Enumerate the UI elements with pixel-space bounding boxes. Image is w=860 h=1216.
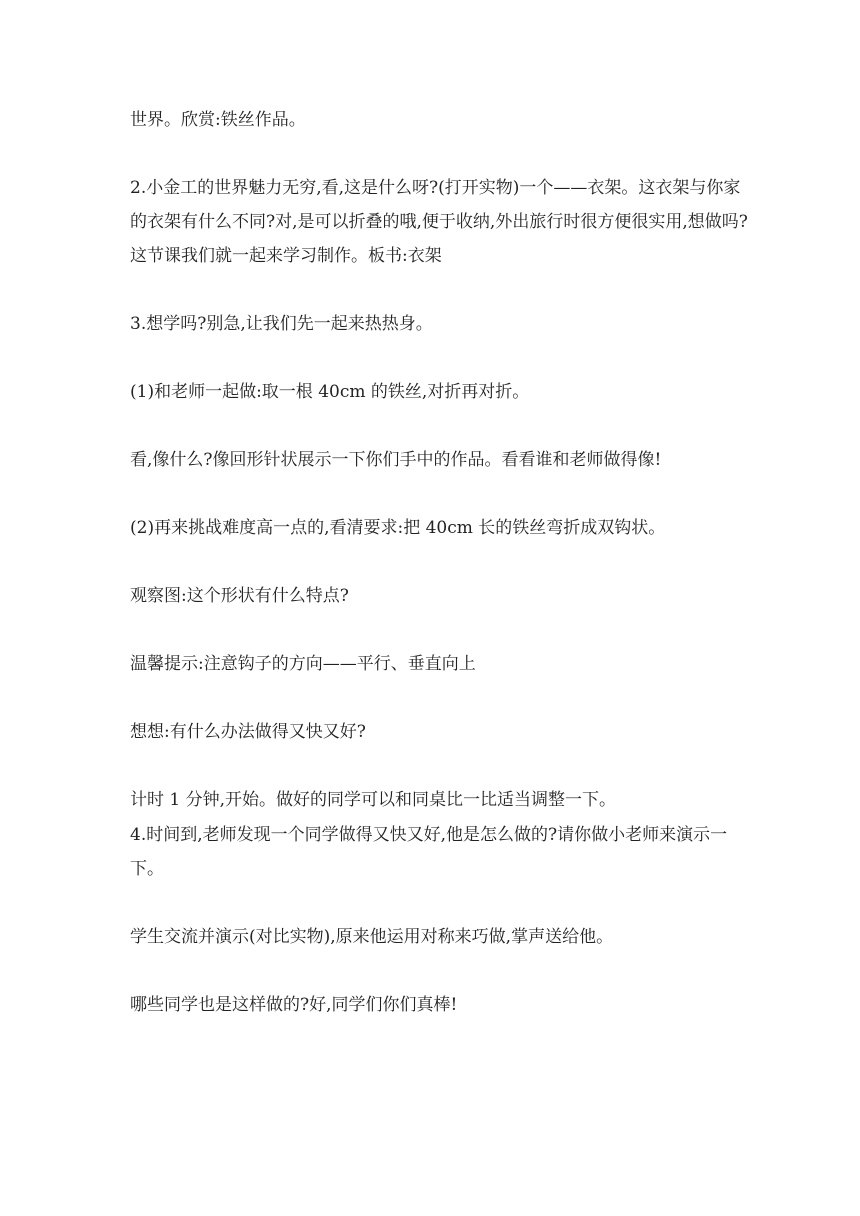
paragraph: 4.时间到,老师发现一个同学做得又快又好,他是怎么做的?请你做小老师来演示一下。 — [130, 825, 728, 879]
paragraph: 3.想学吗?别急,让我们先一起来热热身。 — [130, 314, 433, 334]
paragraph: 学生交流并演示(对比实物),原来他运用对称来巧做,掌声送给他。 — [130, 927, 614, 947]
paragraph: 观察图:这个形状有什么特点? — [130, 586, 349, 606]
paragraph: 哪些同学也是这样做的?好,同学们你们真棒! — [130, 995, 458, 1015]
paragraph: 温馨提示:注意钩子的方向——平行、垂直向上 — [130, 654, 476, 674]
paragraph: 世界。欣赏:铁丝作品。 — [130, 110, 306, 130]
paragraph: (1)和老师一起做:取一根 40cm 的铁丝,对折再对折。 — [130, 382, 530, 402]
paragraph: (2)再来挑战难度高一点的,看清要求:把 40cm 长的铁丝弯折成双钩状。 — [130, 518, 666, 538]
paragraph: 计时 1 分钟,开始。做好的同学可以和同桌比一比适当调整一下。 — [130, 790, 617, 810]
paragraph: 想想:有什么办法做得又快又好? — [130, 722, 366, 742]
paragraph: 2.小金工的世界魅力无穷,看,这是什么呀?(打开实物)一个——衣架。这衣架与你家的衣架有什么不同?对,是可以折叠的哦,便于收纳,外出旅行时很方便很实用,想做吗?这节课我们就一起来学习制作。板书:衣架 — [130, 178, 748, 266]
paragraph: 看,像什么?像回形针状展示一下你们手中的作品。看看谁和老师做得像! — [130, 450, 662, 470]
